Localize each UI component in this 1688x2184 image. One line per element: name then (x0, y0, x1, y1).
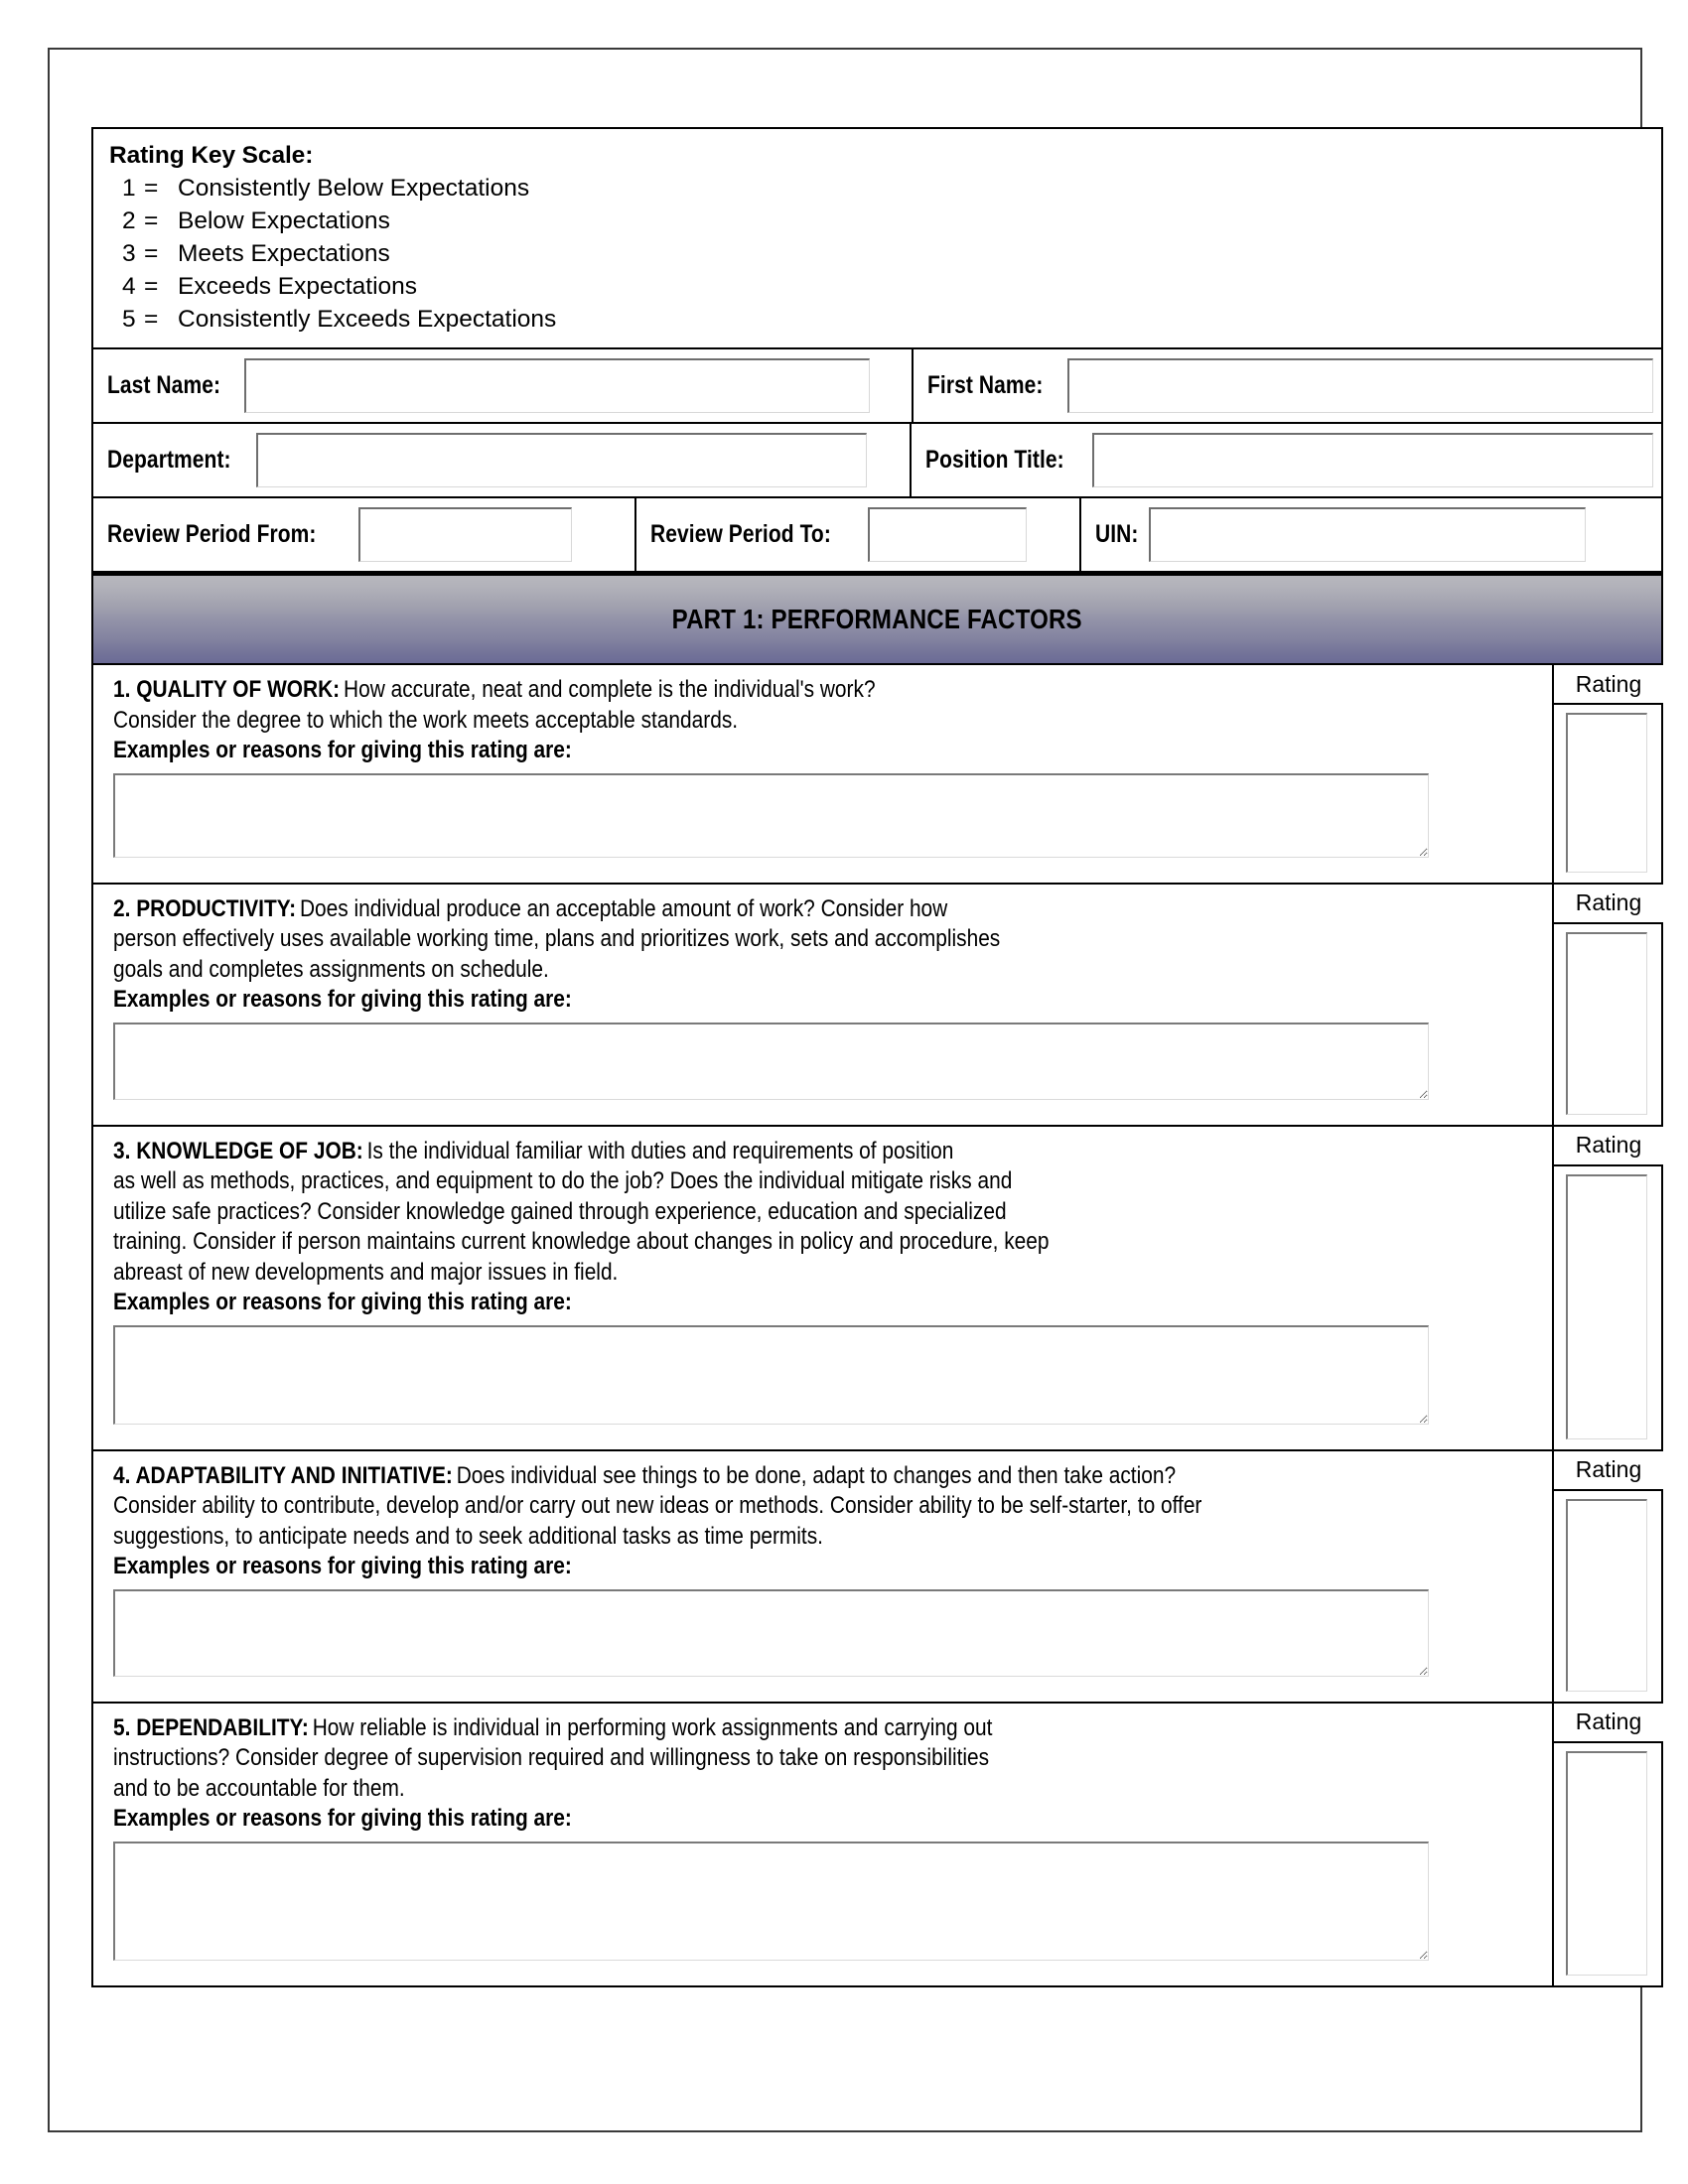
factor-prompt-wrap (113, 985, 1552, 1016)
factor-title: 1. QUALITY OF WORK: (113, 676, 341, 703)
rating-key-text: Below Expectations (178, 207, 390, 234)
factor-line: utilize safe practices? Consider knowledge gained through experience, education and specialized (113, 1197, 1007, 1225)
factor-title: 5. DEPENDABILITY: (113, 1713, 309, 1741)
rating-column-header: Rating (1552, 1127, 1663, 1166)
last-name-label: Last Name: (107, 371, 221, 399)
factor-line: Consider ability to contribute, develop and/or carry out new ideas or methods. Consider ability to be self-starter, to offer (113, 1492, 1202, 1519)
department-input[interactable] (256, 433, 867, 487)
rating-key-row (109, 172, 1661, 205)
rating-column-header: Rating (1552, 665, 1663, 705)
department-cell (93, 424, 910, 496)
review-to-label: Review Period To: (650, 520, 831, 548)
rating-input[interactable] (1566, 1751, 1647, 1976)
factor-row (91, 665, 1663, 885)
factor-prompt-wrap (113, 1804, 1552, 1835)
first-name-input[interactable] (1067, 358, 1653, 413)
rating-column-header: Rating (1552, 1704, 1663, 1743)
factor-prompt-wrap (113, 1552, 1552, 1582)
factor-line: Does individual see things to be done, adapt to changes and then take action? (456, 1461, 1177, 1489)
rating-key-equals: = (144, 306, 159, 333)
factor-line-wrap (113, 1522, 1552, 1553)
factor-line: How reliable is individual in performing work assignments and carrying out (312, 1713, 993, 1741)
factor-question-column (93, 1451, 1552, 1702)
factor-line-wrap (113, 955, 1552, 986)
factor-line: abreast of new developments and major issues in field. (113, 1258, 619, 1286)
rating-column (1552, 1451, 1661, 1702)
factor-line: training. Consider if person maintains current knowledge about changes in policy and procedure, keep (113, 1228, 1050, 1255)
rating-key-row (109, 270, 1661, 303)
rating-input[interactable] (1566, 932, 1647, 1115)
rating-key-scale-block (91, 127, 1663, 349)
name-row (91, 349, 1663, 424)
rating-key-row (109, 205, 1661, 237)
last-name-cell (93, 349, 912, 422)
rating-key-text: Consistently Below Expectations (178, 175, 530, 202)
uin-label: UIN: (1095, 520, 1139, 548)
factor-line-wrap (113, 706, 1552, 737)
factor-line-wrap (113, 1491, 1552, 1522)
factor-line-wrap (113, 1743, 1552, 1774)
factor-line-wrap (113, 1774, 1552, 1805)
part1-banner-title: PART 1: PERFORMANCE FACTORS (671, 604, 1083, 634)
rating-key-equals: = (144, 175, 159, 202)
factor-line: and to be accountable for them. (113, 1774, 405, 1802)
factor-examples-textarea[interactable] (113, 1023, 1429, 1100)
first-name-label: First Name: (927, 371, 1044, 399)
factor-examples-prompt: Examples or reasons for giving this rating are: (113, 1289, 572, 1315)
factor-row (91, 1127, 1663, 1451)
factor-question-column (93, 665, 1552, 883)
rating-column (1552, 665, 1661, 883)
review-from-input[interactable] (358, 507, 572, 562)
rating-key-number: 2 (122, 207, 136, 234)
factor-row (91, 1704, 1663, 1987)
factor-line: How accurate, neat and complete is the individual's work? (344, 676, 876, 703)
review-period-row (91, 498, 1663, 573)
rating-key-number: 3 (122, 240, 136, 267)
rating-key-row (109, 237, 1661, 270)
factor-headline (113, 1137, 1552, 1167)
rating-key-equals: = (144, 240, 159, 267)
factor-examples-textarea[interactable] (113, 1589, 1429, 1677)
factor-row (91, 1451, 1663, 1704)
factor-line: Consider the degree to which the work meets acceptable standards. (113, 706, 739, 734)
rating-key-number: 4 (122, 273, 136, 300)
uin-input[interactable] (1149, 507, 1586, 562)
factor-question-column (93, 885, 1552, 1125)
factor-row (91, 885, 1663, 1127)
department-row (91, 424, 1663, 498)
factor-line-wrap (113, 924, 1552, 955)
factor-headline (113, 1713, 1552, 1744)
factor-line-wrap (113, 1166, 1552, 1197)
rating-input[interactable] (1566, 713, 1647, 873)
rating-key-title: Rating Key Scale: (109, 142, 314, 169)
rating-column (1552, 885, 1661, 1125)
rating-key-equals: = (144, 273, 159, 300)
rating-column (1552, 1127, 1661, 1449)
position-title-cell (910, 424, 1661, 496)
factor-examples-textarea[interactable] (113, 1842, 1429, 1961)
rating-input[interactable] (1566, 1174, 1647, 1439)
uin-cell (1079, 498, 1661, 571)
factor-line: person effectively uses available working time, plans and prioritizes work, sets and accomplishes (113, 925, 1001, 952)
factor-line-wrap (113, 1227, 1552, 1258)
review-from-cell (93, 498, 634, 571)
factor-line: Does individual produce an acceptable amount of work? Consider how (299, 894, 948, 922)
rating-input[interactable] (1566, 1499, 1647, 1692)
factor-prompt-wrap (113, 1288, 1552, 1318)
rating-key-text: Exceeds Expectations (178, 273, 418, 300)
factor-line-wrap (113, 1197, 1552, 1228)
factor-headline (113, 894, 1552, 925)
factor-headline (113, 1461, 1552, 1492)
department-label: Department: (107, 446, 231, 474)
rating-key-equals: = (144, 207, 159, 234)
position-title-input[interactable] (1092, 433, 1653, 487)
review-from-label: Review Period From: (107, 520, 317, 548)
position-title-label: Position Title: (924, 446, 1064, 474)
factor-examples-prompt: Examples or reasons for giving this rating are: (113, 737, 572, 763)
factor-examples-prompt: Examples or reasons for giving this rating are: (113, 1553, 572, 1579)
part1-banner (91, 573, 1663, 665)
rating-column-header: Rating (1552, 885, 1663, 924)
rating-column (1552, 1704, 1661, 1985)
rating-key-text: Consistently Exceeds Expectations (178, 306, 557, 333)
performance-evaluation-form (91, 127, 1663, 1987)
factor-headline (113, 675, 1552, 706)
factor-title: 4. ADAPTABILITY AND INITIATIVE: (113, 1461, 453, 1489)
factor-question-column (93, 1127, 1552, 1449)
factor-examples-textarea[interactable] (113, 1325, 1429, 1425)
review-to-cell (634, 498, 1079, 571)
factor-examples-prompt: Examples or reasons for giving this rating are: (113, 1805, 572, 1832)
factor-line: Is the individual familiar with duties and requirements of position (366, 1137, 954, 1164)
rating-key-number: 5 (122, 306, 136, 333)
factor-title: 2. PRODUCTIVITY: (113, 894, 297, 922)
factor-line: instructions? Consider degree of supervision required and willingness to take on responsibilities (113, 1744, 990, 1771)
rating-key-number: 1 (122, 175, 136, 202)
factor-question-column (93, 1704, 1552, 1985)
factor-line: as well as methods, practices, and equipment to do the job? Does the individual mitigate risks and (113, 1167, 1013, 1194)
rating-column-header: Rating (1552, 1451, 1663, 1491)
factor-prompt-wrap (113, 736, 1552, 766)
first-name-cell (912, 349, 1661, 422)
rating-key-row (109, 303, 1661, 336)
factor-examples-prompt: Examples or reasons for giving this rating are: (113, 986, 572, 1013)
factor-examples-textarea[interactable] (113, 773, 1429, 858)
last-name-input[interactable] (244, 358, 870, 413)
review-to-input[interactable] (868, 507, 1027, 562)
rating-key-text: Meets Expectations (178, 240, 390, 267)
factor-title: 3. KNOWLEDGE OF JOB: (113, 1137, 363, 1164)
factor-line-wrap (113, 1258, 1552, 1289)
factor-line: goals and completes assignments on schedule. (113, 955, 549, 983)
factor-line: suggestions, to anticipate needs and to seek additional tasks as time permits. (113, 1522, 823, 1550)
